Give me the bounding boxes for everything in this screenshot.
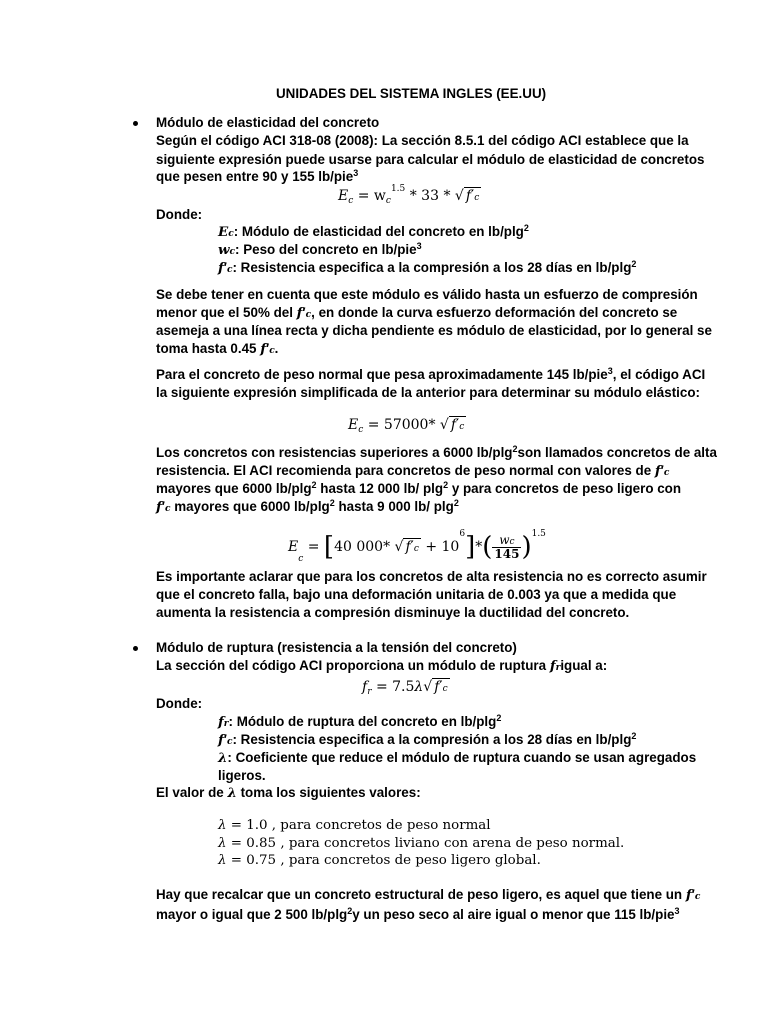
definition-fr: $f_r$: Módulo de ruptura del concreto en lb/plg$^2$ bbox=[218, 713, 502, 730]
definition-lambda: λ: Coeficiente que reduce el módulo de ruptura cuando se usan agregados bbox=[218, 750, 697, 766]
paragraph-line: menor que el 50% del $f'_c$, en donde la curva esfuerzo deformación del concreto se bbox=[156, 305, 678, 321]
paragraph-line: la siguiente expresión simplificada de la anterior para determinar su módulo elástico: bbox=[156, 385, 700, 400]
closing-line: Hay que recalcar que un concreto estructural de peso ligero, es aquel que tiene un $f'_c$ bbox=[156, 887, 701, 903]
lambda-value: λ = 0.75 , para concretos de peso ligero global. bbox=[218, 853, 541, 868]
paragraph-line: aumenta la resistencia a compresión disminuye la ductilidad del concreto. bbox=[156, 605, 630, 620]
lambda-intro: El valor de λ toma los siguientes valores: bbox=[156, 785, 421, 801]
paragraph-line: Se debe tener en cuenta que este módulo es válido hasta un esfuerzo de compresión bbox=[156, 287, 698, 302]
paragraph-line: Es importante aclarar que para los concretos de alta resistencia no es correcto asumir bbox=[156, 569, 707, 584]
equation-simplified-modulus: $E_c = 57000*$ √ $f'_c$ bbox=[348, 417, 465, 435]
lambda-value: λ = 0.85 , para concretos liviano con arena de peso normal. bbox=[218, 836, 625, 851]
definition-fc: $f'_c$: Resistencia especifica a la compresión a los 28 días en lb/plg$^2$ bbox=[218, 731, 637, 748]
paragraph-line: Los concretos con resistencias superiores a 6000 lb/plg$^2$son llamados concretos de alta bbox=[156, 444, 717, 460]
definition-lambda-cont: ligeros. bbox=[218, 768, 266, 783]
paragraph-line: resistencia. El ACI recomienda para concretos de peso normal con valores de $f'_c$ bbox=[156, 463, 670, 479]
definition-wc: $w_c$: Peso del concreto en lb/pie$^3$ bbox=[218, 241, 422, 258]
paragraph-line: mayores que 6000 lb/plg$^2$ hasta 12 000 lb/ plg$^2$ y para concretos de peso ligero con bbox=[156, 480, 682, 496]
bullet bbox=[133, 646, 138, 651]
section1-intro-line: siguiente expresión puede usarse para calcular el módulo de elasticidad de concretos bbox=[156, 152, 705, 167]
lambda-value: λ = 1.0 , para concretos de peso normal bbox=[218, 818, 491, 833]
section2-intro: La sección del código ACI proporciona un módulo de ruptura $f_rigual$ a: bbox=[156, 658, 608, 674]
definition-fc: $f'_c$: Resistencia especifica a la compresión a los 28 días en lb/plg$^2$ bbox=[218, 259, 637, 276]
equation-rupture-modulus: $f_r = 7.5\lambda√$ $f'_c$ bbox=[362, 679, 448, 697]
page-title: UNIDADES DEL SISTEMA INGLES (EE.UU) bbox=[276, 86, 547, 101]
section1-intro-line: Según el código ACI 318-08 (2008): La sección 8.5.1 del código ACI establece que la bbox=[156, 133, 689, 148]
equation-high-strength-modulus: $E_c = [40$ 000* √ $f'_c + 10^6]*$( $\frac{w_c}{145}$ )$^{1.5}$ bbox=[288, 529, 546, 564]
closing-line: mayor o igual que 2 500 lb/plg$^2$y un peso seco al aire igual o menor que 115 lb/pie$^3$ bbox=[156, 906, 680, 922]
paragraph-line: $f'_c$ mayores que 6000 lb/plg$^2$ hasta 9 000 lb/ plg$^2$ bbox=[156, 498, 459, 515]
section1-heading: Módulo de elasticidad del concreto bbox=[156, 115, 380, 130]
bullet bbox=[133, 121, 138, 126]
paragraph-line: toma hasta 0.45 $f'_c$. bbox=[156, 341, 279, 357]
donde-label: Donde: bbox=[156, 696, 203, 711]
paragraph-line: Para el concreto de peso normal que pesa aproximadamente 145 lb/pie$^3$, el código ACI bbox=[156, 366, 706, 382]
section1-intro-line: que pesen entre 90 y 155 lb/pie$^3$ bbox=[156, 168, 359, 184]
paragraph-line: que el concreto falla, bajo una deformación unitaria de 0.003 ya que a medida que bbox=[156, 587, 677, 602]
donde-label: Donde: bbox=[156, 207, 203, 222]
section2-heading: Módulo de ruptura (resistencia a la tensión del concreto) bbox=[156, 640, 517, 655]
equation-elastic-modulus: $E_c = w_c^{1.5} * 33$ * √ $f'_c$ bbox=[338, 184, 480, 206]
definition-ec: $E_c$: Módulo de elasticidad del concreto en lb/plg$^2$ bbox=[218, 223, 529, 240]
paragraph-line: asemeja a una línea recta y dicha pendiente es módulo de elasticidad, por lo general se bbox=[156, 323, 712, 338]
